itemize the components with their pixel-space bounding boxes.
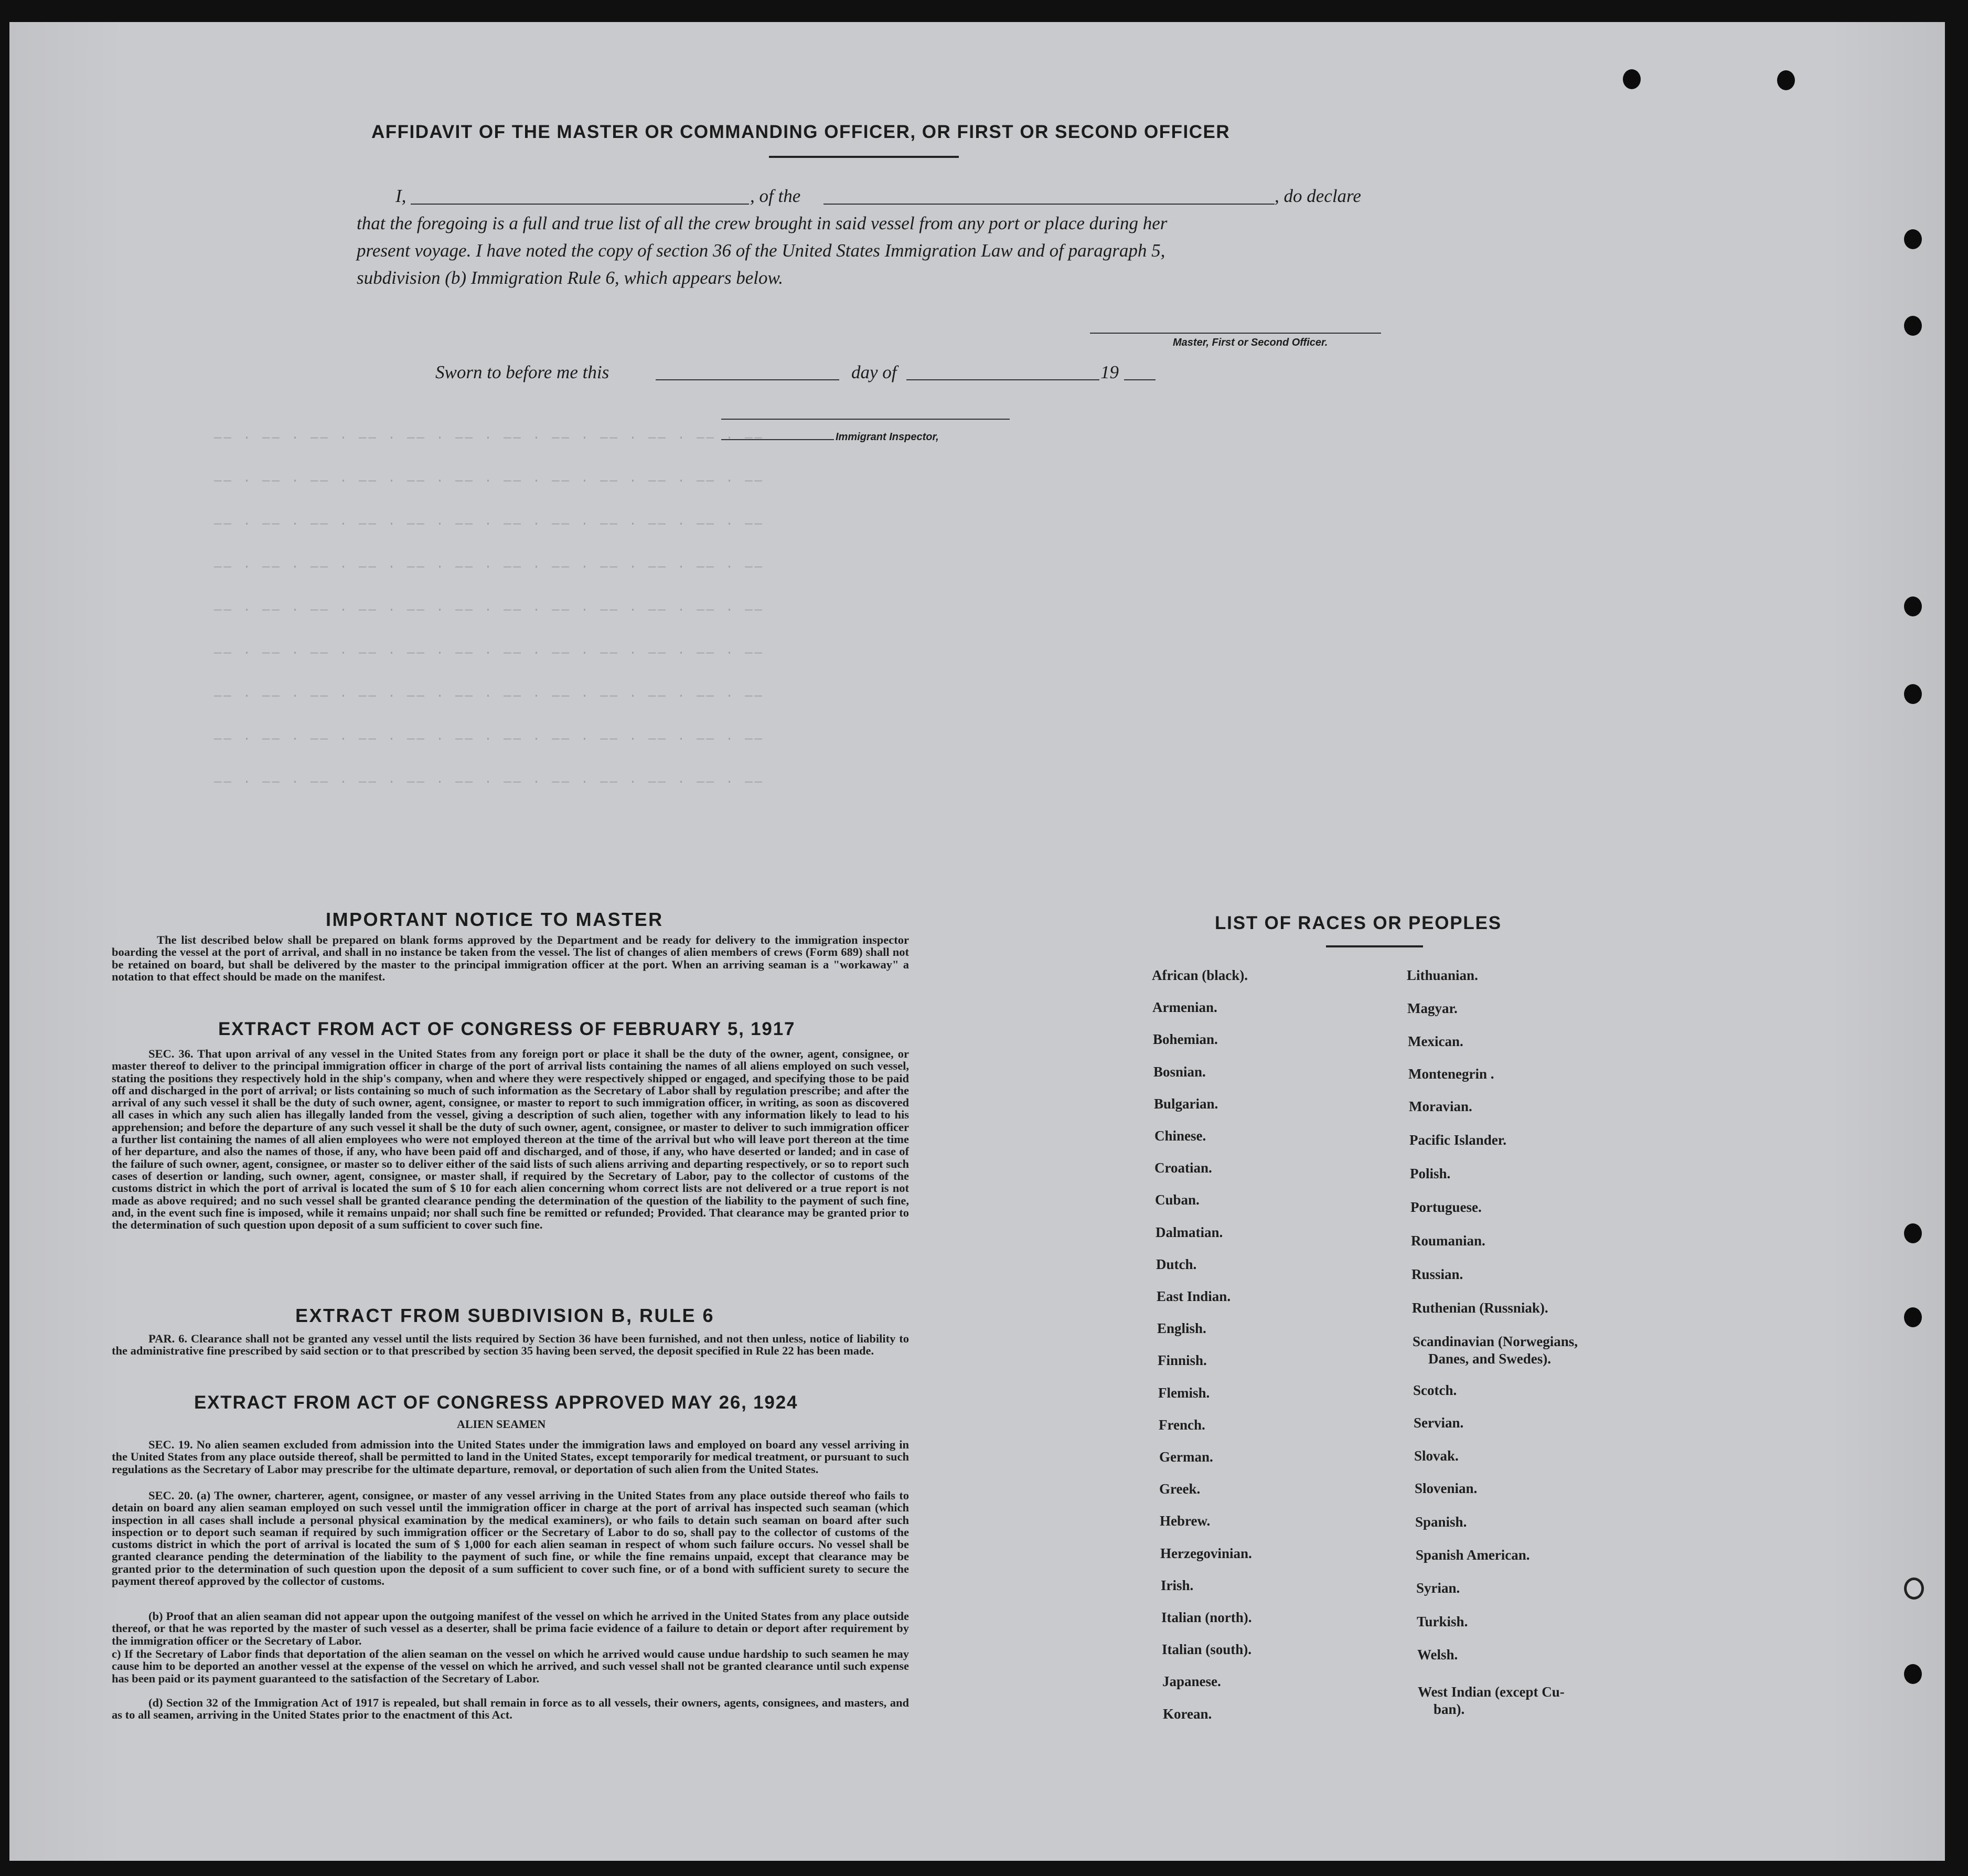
race-item: French. <box>1159 1417 1205 1433</box>
binder-hole <box>1904 1577 1924 1600</box>
race-item: Flemish. <box>1158 1385 1210 1401</box>
bleed-through-row: —— · —— · —— · —— · —— · —— · —— · —— · —— · —— · —— · —— <box>214 560 764 574</box>
race-item: Bohemian. <box>1153 1031 1218 1047</box>
race-item: Russian. <box>1411 1266 1463 1282</box>
affidavit-line-2: that the foregoing is a full and true list of all the crew brought in said vessel from any port or place during her <box>357 213 1168 233</box>
race-item: Montenegrin . <box>1408 1066 1494 1082</box>
race-item: Polish. <box>1410 1166 1451 1181</box>
binder-hole <box>1904 1223 1922 1243</box>
race-item: Mexican. <box>1408 1033 1463 1049</box>
binder-hole <box>1904 229 1922 249</box>
extract-1924-subtitle: ALIEN SEAMEN <box>457 1417 546 1431</box>
race-item: Irish. <box>1161 1577 1194 1593</box>
affidavit-line-4: subdivision (b) Immigration Rule 6, which appears below. <box>357 268 784 288</box>
signature-line[interactable] <box>1090 333 1381 334</box>
race-item: Welsh. <box>1417 1647 1458 1662</box>
races-title-underline <box>1326 945 1423 947</box>
extract-rule6-text: PAR. 6. Clearance shall not be granted any vessel until the lists required by Section 36 have been furnished, and not then unless, notice of liability to the administrative fine prescribed by said section or to that prescribed by section 35 having been served, the deposit specified in Rule 22 has been made. <box>112 1332 909 1358</box>
inspector-caption: Immigrant Inspector, <box>836 431 939 443</box>
binder-hole <box>1904 596 1922 616</box>
race-item: Ruthenian (Russniak). <box>1412 1300 1548 1316</box>
race-item: Spanish. <box>1415 1514 1467 1530</box>
affidavit-i-label: I, <box>395 186 407 206</box>
race-item: Lithuanian. <box>1407 967 1478 983</box>
race-item: ban). <box>1434 1701 1465 1717</box>
sworn-label: Sworn to before me this <box>435 362 609 382</box>
race-item: Greek. <box>1159 1481 1201 1497</box>
binder-hole <box>1623 69 1641 89</box>
race-item: Korean. <box>1163 1706 1212 1722</box>
extract-1924-paragraph: c) If the Secretary of Labor finds that deportation of the alien seaman on the vessel on which he arrived would cause undue hardship to such seamen he may cause him to be deported an another vessel at the expense of the vessel on which he arrived, and such vessel shall not be granted clearance until such expense has been paid or its payment guaranteed to the satisfaction of the Secretary of Labor. <box>112 1647 909 1685</box>
race-item: Slovenian. <box>1415 1480 1478 1496</box>
bleed-through-row: —— · —— · —— · —— · —— · —— · —— · —— · —— · —— · —— · —— <box>214 517 764 531</box>
extract-1924-title: EXTRACT FROM ACT OF CONGRESS APPROVED MAY 26, 1924 <box>194 1392 798 1413</box>
binder-hole <box>1777 70 1795 90</box>
race-item: Japanese. <box>1162 1674 1221 1689</box>
race-item: Bosnian. <box>1153 1064 1206 1080</box>
race-item: Hebrew. <box>1160 1513 1211 1529</box>
races-title: LIST OF RACES OR PEOPLES <box>1215 913 1502 933</box>
signature-caption: Master, First or Second Officer. <box>1173 337 1328 348</box>
notice-title: IMPORTANT NOTICE TO MASTER <box>326 909 664 930</box>
race-item: Dalmatian. <box>1156 1224 1223 1240</box>
race-item: Italian (south). <box>1162 1642 1252 1657</box>
race-item: Finnish. <box>1158 1352 1207 1368</box>
race-item: Roumanian. <box>1411 1233 1485 1249</box>
race-item: English. <box>1157 1320 1206 1336</box>
race-item: Moravian. <box>1409 1099 1472 1114</box>
affidavit-title: AFFIDAVIT OF THE MASTER OR COMMANDING OFFICER, OR FIRST OR SECOND OFFICER <box>371 122 1231 142</box>
extract-1917-text: SEC. 36. That upon arrival of any vessel in the United States from any foreign port or place it shall be the duty of the owner, agent, consignee, or master thereof to deliver to the principal immigration officer in charge of the port of arrival lists containing the names of all aliens employed on such vessel, stating the positions they respectively hold in the ship's company, when and where they were respectively shipped or engaged, and specifying those to be paid off and discharged in the port of arrival; or lists containing so much of such information as the Secretary of Labor shall by regulation prescribe; and after the arrival of any such vessel it shall be the duty of such owner, agent, consignee, or master to report to such immigration officer, in writing, as soon as discovered all cases in which any such alien has illegally landed from the vessel, giving a description of such alien, together with any information likely to lead to his apprehension; and before the departure of any such vessel it shall be the duty of such owner, agent, consignee, or master to deliver to such immigration officer a further list containing the names of all alien employees who were not employed thereon at the time of the arrival but who will leave port thereon at the time of her departure, and also the names of those, if any, who have been paid off and discharged, and of those, if any, who have deserted or landed; and in case of the failure of such owner, agent, consignee, or master so to deliver either of the said lists of such aliens arriving and departing respectively, or so to report such cases of desertion or landing, such owner, agent, consignee, or master shall, if required by the Secretary of Labor, pay to the collector of customs of the customs district in which the port of arrival is located the sum of $ 10 for each alien concerning whom correct lists are not delivered or a true report is not made as above required; and no such vessel shall be granted clearance pending the determination of the question of the liability to the payment of such fine, and, in the event such fine is imposed, while it remains unpaid; nor shall such fine be remitted or refunded; Provided. That clearance may be granted prior to the determination of such question upon deposit of a sum sufficient to cover such fine. <box>112 1047 909 1232</box>
affidavit-of-the-label: , of the <box>750 186 801 206</box>
sworn-year-blank[interactable] <box>1124 379 1156 380</box>
extract-rule6-title: EXTRACT FROM SUBDIVISION B, RULE 6 <box>295 1305 715 1326</box>
race-item: German. <box>1159 1449 1213 1465</box>
title-underline <box>769 156 959 158</box>
extract-1924-paragraph: (b) Proof that an alien seaman did not appear upon the outgoing manifest of the vessel on which he arrived in the United States from any place outside thereof, or that he was reported by the master of such vessel as a deserter, shall be prima facie evidence of a failure to detain or deport after requirement by the immigration officer or the Secretary of Labor. <box>112 1609 909 1647</box>
affidavit-do-declare-label: , do declare <box>1275 186 1361 206</box>
name-blank[interactable] <box>411 204 749 205</box>
race-item: Servian. <box>1414 1415 1464 1431</box>
bleed-through-row: —— · —— · —— · —— · —— · —— · —— · —— · —— · —— · —— · —— <box>214 603 764 617</box>
bleed-through-row: —— · —— · —— · —— · —— · —— · —— · —— · —— · —— · —— · —— <box>214 689 764 704</box>
sworn-day-blank[interactable] <box>656 379 839 380</box>
race-item: Pacific Islander. <box>1409 1132 1506 1148</box>
sworn-month-blank[interactable] <box>906 379 1099 380</box>
inspector-line-upper[interactable] <box>721 419 1010 420</box>
day-of-label: day of <box>851 362 897 382</box>
race-item: East Indian. <box>1157 1288 1231 1304</box>
race-item: Chinese. <box>1154 1128 1206 1144</box>
extract-1924-paragraph: SEC. 20. (a) The owner, charterer, agent, consignee, or master of any vessel arriving in the United States from any place outside thereof who fails to detain on board any alien seaman employed on such vessel until the immigration officer in charge at the port of arrival has inspected such seaman (which inspection in all cases shall include a personal physical examination by the medical examiners), or who fails to detain such seaman on board after such inspection or to deport such seaman if required by such immigration officer or the Secretary of Labor to do so, shall pay to the collector of customs of the customs district in which the port of arrival is located the sum of $ 1,000 for each alien seaman in respect of whom such failure occurs. No vessel shall be granted clearance pending the determination of the liability to the payment of such fine, or while the fine remains unpaid, except that clearance may be granted prior to the determination of such question upon the deposit of a sum sufficient to cover such fine, or of a bond with sufficient surety to secure the payment thereof approved by the collector of customs. <box>112 1489 909 1588</box>
race-item: Danes, and Swedes). <box>1428 1351 1552 1367</box>
race-item: Scotch. <box>1413 1382 1457 1398</box>
race-item: Turkish. <box>1417 1614 1468 1629</box>
inspector-line-lower[interactable] <box>721 439 834 440</box>
vessel-blank[interactable] <box>823 204 1275 205</box>
bleed-through-row: —— · —— · —— · —— · —— · —— · —— · —— · —— · —— · —— · —— <box>214 431 764 445</box>
extract-1924-paragraph: (d) Section 32 of the Immigration Act of 1917 is repealed, but shall remain in force as to all vessels, their owners, agents, consignees, and masters, and as to all seamen, arriving in the United States prior to the enactment of this Act. <box>112 1696 909 1722</box>
extract-1917-title: EXTRACT FROM ACT OF CONGRESS OF FEBRUARY 5, 1917 <box>218 1019 796 1039</box>
bleed-through-row: —— · —— · —— · —— · —— · —— · —— · —— · —— · —— · —— · —— <box>214 474 764 488</box>
binder-hole <box>1904 1664 1922 1684</box>
race-item: Dutch. <box>1156 1256 1197 1272</box>
race-item: Portuguese. <box>1410 1199 1482 1215</box>
year-label: 19 <box>1100 362 1119 382</box>
binder-hole <box>1904 1307 1922 1327</box>
race-item: West Indian (except Cu- <box>1418 1684 1565 1700</box>
race-item: Slovak. <box>1414 1448 1459 1464</box>
race-item: Croatian. <box>1154 1160 1212 1176</box>
affidavit-line-3: present voyage. I have noted the copy of section 36 of the United States Immigration Law and of paragraph 5, <box>357 240 1165 261</box>
race-item: Cuban. <box>1155 1192 1200 1208</box>
binder-hole <box>1904 684 1922 704</box>
race-item: Magyar. <box>1407 1000 1458 1016</box>
race-item: Spanish American. <box>1416 1547 1530 1563</box>
race-item: Herzegovinian. <box>1160 1545 1252 1561</box>
race-item: Bulgarian. <box>1154 1096 1218 1112</box>
race-item: Syrian. <box>1416 1580 1460 1596</box>
race-item: Scandinavian (Norwegians, <box>1413 1334 1578 1349</box>
extract-1924-paragraph: SEC. 19. No alien seamen excluded from admission into the United States under the immigration laws and employed on board any vessel arriving in the United States from any place outside thereof, shall be permitted to land in the United States, except temporarily for medical treatment, or pursuant to such regulations as the Secretary of Labor may prescribe for the ultimate departure, removal, or deportation of such alien from the United States. <box>112 1438 909 1476</box>
bleed-through-row: —— · —— · —— · —— · —— · —— · —— · —— · —— · —— · —— · —— <box>214 732 764 747</box>
race-item: Italian (north). <box>1161 1609 1252 1625</box>
bleed-through-row: —— · —— · —— · —— · —— · —— · —— · —— · —— · —— · —— · —— <box>214 646 764 660</box>
document-page <box>9 22 1945 1861</box>
bleed-through-row: —— · —— · —— · —— · —— · —— · —— · —— · —— · —— · —— · —— <box>214 775 764 790</box>
binder-hole <box>1904 316 1922 336</box>
notice-text: The list described below shall be prepared on blank forms approved by the Department and be ready for delivery to the immigration inspector boarding the vessel at the port of arrival, and shall in no instance be taken from the vessel. The list of changes of alien members of crews (Form 689) shall not be retained on board, but shall be delivered by the master to the principal immigration officer at the port. When an arriving seaman is a "workaway" a notation to that effect should be made on the manifest. <box>112 933 909 983</box>
race-item: Armenian. <box>1152 999 1217 1015</box>
race-item: African (black). <box>1152 967 1248 983</box>
